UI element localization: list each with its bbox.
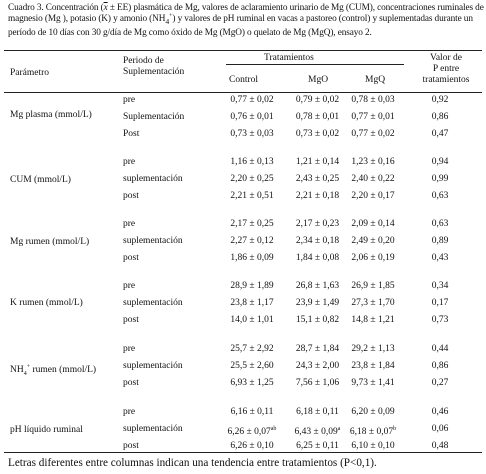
- param-k-rumen: K rumen (mmol/L): [10, 298, 83, 308]
- cell-control: 2,27 ± 0,12: [230, 236, 274, 246]
- cell-mgo: 1,21 ± 0,14: [295, 157, 340, 167]
- header-tratamientos: Tratamientos: [264, 53, 314, 63]
- cell-p-value: 0,06: [431, 424, 449, 434]
- cell-p-value: 0,46: [431, 407, 449, 417]
- cell-mgq: 2,09 ± 0,14: [351, 219, 395, 229]
- cell-mgo: 28,7 ± 1,84: [295, 344, 340, 354]
- x-bar-symbol: $\overline{x}$: [103, 3, 108, 13]
- cell-mgo: 6,18 ± 0,11: [296, 407, 339, 417]
- cell-control: 0,73 ± 0,03: [230, 129, 274, 139]
- cell-control: 14,0 ± 1,01: [230, 315, 274, 325]
- cell-mgo: 2,17 ± 0,23: [295, 219, 340, 229]
- header-parametro: Parámetro: [10, 68, 50, 78]
- cell-p-value: 0,73: [431, 315, 449, 325]
- cell-mgo: 2,43 ± 0,25: [295, 174, 340, 184]
- cell-mgo: 0,79 ± 0,02: [295, 95, 340, 105]
- cell-mgo: 7,56 ± 1,06: [295, 378, 340, 388]
- cell-control: 6,16 ± 0,11: [230, 407, 274, 417]
- cell-mgo: 24,3 ± 2,00: [295, 361, 340, 371]
- cell-control: 6,26 ± 0,10: [230, 441, 274, 451]
- header-rule: [4, 92, 482, 93]
- cell-mgq: 2,20 ± 0,17: [351, 191, 395, 201]
- cell-mgq: 6,10 ± 0,10: [351, 441, 395, 451]
- cell-mgo: 26,8 ± 1,63: [295, 281, 340, 291]
- cell-mgq: 23,8 ± 1,84: [351, 361, 395, 371]
- cell-control: 0,77 ± 0,02: [230, 95, 274, 105]
- cell-mgq: 0,77 ± 0,02: [351, 129, 395, 139]
- cell-mgo: 0,73 ± 0,02: [295, 129, 340, 139]
- cell-p-value: 0,27: [431, 378, 449, 388]
- cell-periodo: pre: [123, 407, 136, 417]
- cell-p-value: 0,99: [431, 174, 449, 184]
- cell-mgq: 27,3 ± 1,70: [351, 298, 395, 308]
- cell-mgq: 0,78 ± 0,03: [351, 95, 395, 105]
- cell-periodo: suplementación: [123, 361, 183, 371]
- cell-mgq: 0,77 ± 0,01: [351, 112, 395, 122]
- cell-periodo: suplementación: [123, 424, 183, 434]
- cell-control: 25,7 ± 2,92: [230, 344, 274, 354]
- cell-control: 23,8 ± 1,17: [230, 298, 274, 308]
- cell-periodo: Post: [123, 129, 140, 139]
- cell-control: 1,16 ± 0,13: [230, 157, 274, 167]
- param-cum: CUM (mmol/L): [10, 175, 71, 185]
- cell-periodo: pre: [123, 344, 136, 354]
- cell-p-value: 0,86: [431, 112, 449, 122]
- cell-control: 6,26 ± 0,07$^{ab}$: [227, 426, 277, 438]
- cell-mgq: 2,06 ± 0,19: [351, 253, 395, 263]
- header-mgo: MgO: [308, 75, 329, 85]
- cell-p-value: 0,86: [431, 361, 449, 371]
- cell-periodo: pre: [123, 95, 136, 105]
- cell-mgq: 9,73 ± 1,41: [351, 378, 395, 388]
- tratamientos-rule: [226, 64, 404, 65]
- cell-control: 2,17 ± 0,25: [230, 219, 274, 229]
- header-periodo: Periodo de Suplementación: [123, 56, 185, 77]
- cell-mgq: 14,8 ± 1,21: [351, 315, 395, 325]
- cell-periodo: post: [123, 378, 139, 388]
- cell-periodo: suplementación: [123, 298, 183, 308]
- cell-mgq: 6,20 ± 0,09: [351, 407, 395, 417]
- cell-p-value: 0,63: [431, 191, 449, 201]
- param-mg-plasma: Mg plasma (mmol/L): [10, 110, 92, 120]
- cell-mgq: 26,9 ± 1,85: [351, 281, 395, 291]
- cell-mgq: 1,23 ± 0,16: [351, 157, 395, 167]
- cell-periodo: post: [123, 191, 139, 201]
- cell-mgq: 6,18 ± 0,07$^b$: [349, 426, 397, 438]
- cell-control: 28,9 ± 1,89: [230, 281, 274, 291]
- footnote: Letras diferentes entre columnas indican una tendencia entre tratamientos (P<0,1).: [8, 457, 377, 469]
- header-mgq: MgQ: [365, 75, 386, 85]
- cell-control: 0,76 ± 0,01: [230, 112, 274, 122]
- cell-mgo: 6,25 ± 0,11: [296, 441, 339, 451]
- cell-mgo: 23,9 ± 1,49: [295, 298, 340, 308]
- cell-periodo: pre: [123, 281, 136, 291]
- cell-p-value: 0,47: [431, 129, 449, 139]
- cell-p-value: 0,43: [431, 253, 449, 263]
- cell-p-value: 0,34: [431, 281, 449, 291]
- cell-p-value: 0,94: [431, 157, 449, 167]
- cell-p-value: 0,89: [431, 236, 449, 246]
- cell-p-value: 0,17: [431, 298, 449, 308]
- bottom-rule: [4, 452, 482, 453]
- cell-control: 6,93 ± 1,25: [230, 378, 274, 388]
- top-rule: [4, 50, 482, 51]
- cell-p-value: 0,48: [431, 441, 449, 451]
- cell-control: 2,21 ± 0,51: [230, 191, 274, 201]
- cell-mgo: 15,1 ± 0,82: [295, 315, 340, 325]
- cell-mgo: 1,84 ± 0,08: [295, 253, 340, 263]
- param-ph: pH líquido ruminal: [10, 425, 83, 435]
- header-control: Control: [229, 75, 259, 85]
- cell-periodo: post: [123, 441, 139, 451]
- cell-control: 2,20 ± 0,25: [230, 174, 274, 184]
- cell-p-value: 0,63: [431, 219, 449, 229]
- cell-periodo: suplementación: [123, 174, 183, 184]
- cell-p-value: 0,44: [431, 344, 449, 354]
- param-nh4-rumen: $NH_4^+$ rumen (mmol/L): [10, 364, 97, 378]
- cell-mgo: 2,21 ± 0,18: [295, 191, 340, 201]
- cell-periodo: post: [123, 315, 139, 325]
- cell-periodo: post: [123, 253, 139, 263]
- cell-periodo: Suplementación: [123, 112, 185, 122]
- cell-mgo: 0,78 ± 0,01: [295, 112, 340, 122]
- cell-mgq: 2,49 ± 0,20: [351, 236, 395, 246]
- cell-control: 25,5 ± 2,60: [230, 361, 274, 371]
- cell-control: 1,86 ± 0,09: [230, 253, 274, 263]
- cell-periodo: pre: [123, 219, 136, 229]
- header-valor-p: Valor de P entre tratamientos: [422, 53, 470, 85]
- cell-periodo: pre: [123, 157, 136, 167]
- table-caption: Cuadro 3. Concentración $(\overline{x} \pm EE)$ plasmática de Mg, valores de aclaramiento urinario de Mg (CUM), concentraciones ruminales de magnesio (Mg ), potasio (K) y amonio $(NH_4^+)$ y valores de pH ruminal en vacas a pastoreo (control) y suplementadas durante un período de 10 días con 30 g/día de Mg como óxido de Mg (MgO) o quelato de Mg (MgQ), ensayo 2.: [8, 3, 484, 38]
- cell-mgq: 29,2 ± 1,13: [351, 344, 395, 354]
- cell-mgo: 6,43 ± 0,09$^a$: [294, 426, 341, 438]
- cell-periodo: suplementación: [123, 236, 183, 246]
- param-mg-rumen: Mg rumen (mmol/L): [10, 237, 90, 247]
- cell-mgo: 2,34 ± 0,18: [295, 236, 340, 246]
- cell-mgq: 2,40 ± 0,22: [351, 174, 395, 184]
- cell-p-value: 0,92: [431, 95, 449, 105]
